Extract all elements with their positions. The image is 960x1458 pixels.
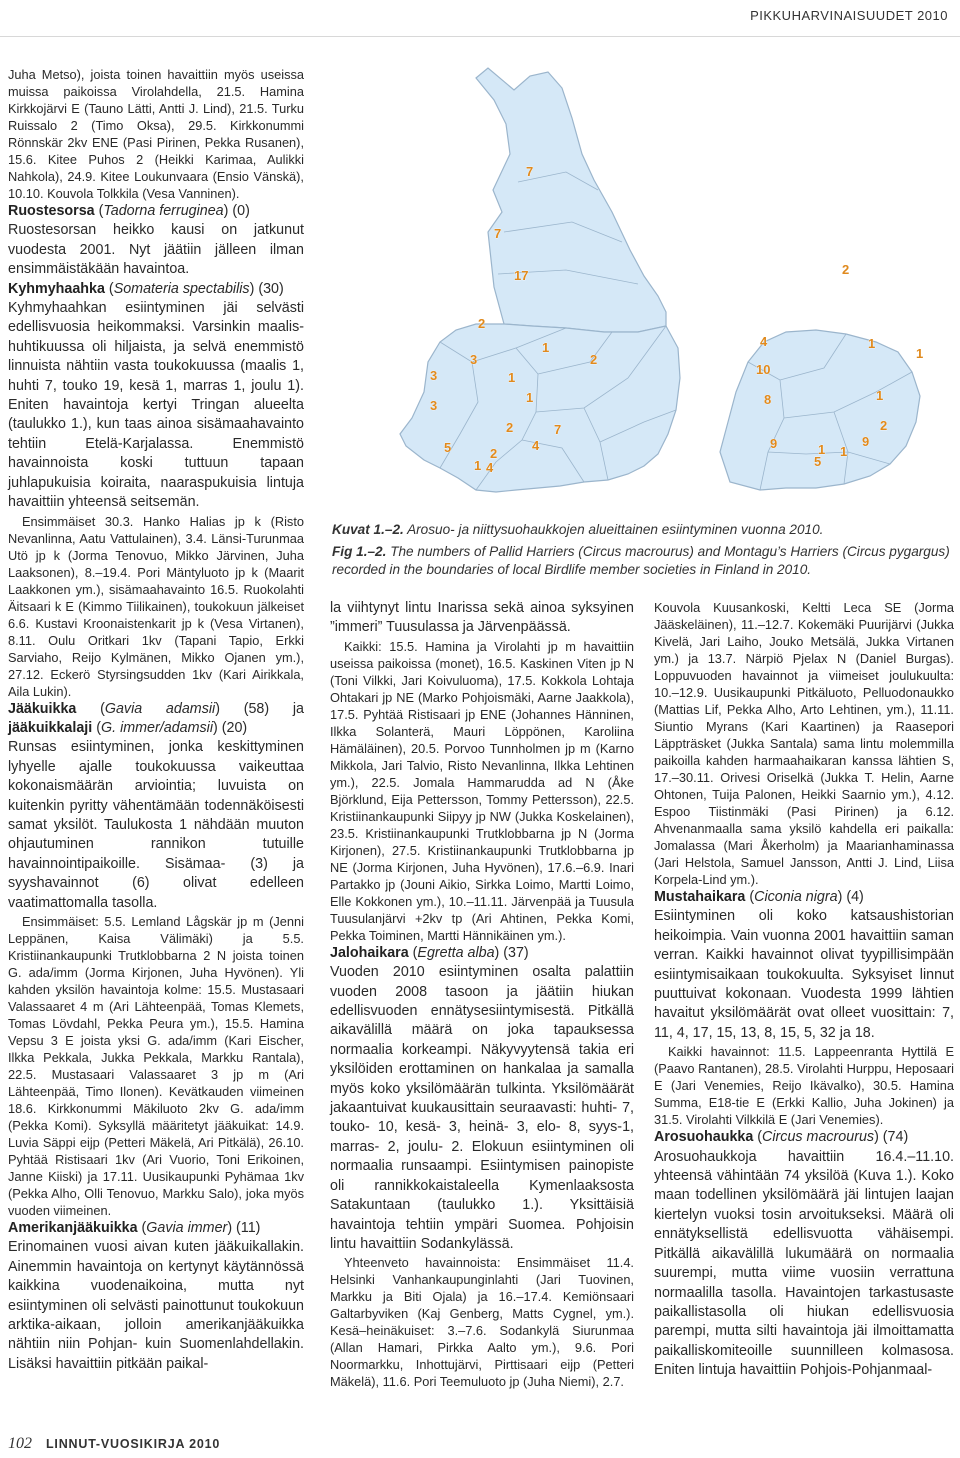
column-2 — [330, 599, 634, 1390]
species-name: Arosuohaukka — [654, 1129, 754, 1146]
species-heading-jalohaikara: Jalohaikara (Egretta alba) (37) — [330, 944, 529, 961]
map-count: 5 — [444, 440, 452, 455]
species-name: Mustahaikara — [654, 889, 746, 905]
jalohaikara-records-continued: Kouvola Kuusankoski, Keltti Leca SE (Jorma Jääskeläinen), 11.–12.7. Kokemäki Puurijärvi (Jukka Kivelä, Jari Laiho, Jouko Metsälä, Jukka Virtanen ym.) ja 13.7. Närpiö Pjelax N (Daniel Burgas). Loppuvuoden havainnot ja viimeiset joulukuulta: 10.–12.9. Uusikaupunki Pitkäluoto, Pelluodonaukko (Mattias Lif, Pekka Alho, Arto Lehtinen, ym.), 11.11. Siuntio Myrans (Kari Kaartinen) ja Raasepori Läppträsket (Jukka Santala) sama lintu molemmilla paikoilla kahden harmaahaikaran kanssa lähtien S, 17.–30.11. Orivesi Oriselkä (Jukka T. Helin, Aarne Ohtonen, Tuija Palonen, Heikki Saarnio ym.), 4.12. Espoo Tiistinmäki (Pasi Pirinen) ja 6.12. Ahvenanmaalla sama yksilö kahdella eri paikalla: Jomalassa (Mari Åkerholm) ja Maarianhaminassa (Jari Helstola, Samuel Jansson, Antti J. Lind, Liisa Korpela-Lind ym.). — [654, 600, 954, 887]
map-count: 2 — [880, 418, 888, 433]
publication-name: LINNUT-VUOSIKIRJA 2010 — [46, 1437, 221, 1451]
species-count: (11) — [236, 1219, 261, 1236]
caption-english — [332, 543, 952, 579]
species-count: (37) — [503, 944, 529, 961]
amerikanjaakuikka-body-continued: la viihtynyt lintu Inarissa sekä ainoa syksyinen ”immeri” Tuusulassa ja Järvenpäässä. — [330, 600, 634, 636]
species-heading-mustahaikara: Mustahaikara (Ciconia nigra) (4) — [654, 889, 864, 905]
map-count: 1 — [868, 336, 876, 351]
map-count: 7 — [526, 164, 534, 179]
figure-caption — [332, 521, 952, 579]
map-count: 17 — [514, 268, 529, 283]
species-latin: Gavia adamsii — [104, 700, 216, 717]
species-latin-2: G. immer/adamsii — [101, 719, 214, 736]
species-count: (30) — [258, 280, 284, 297]
species-count: (74) — [882, 1129, 909, 1146]
map-count: 7 — [494, 226, 502, 241]
map-count: 3 — [430, 368, 438, 383]
species-count: (0) — [232, 203, 250, 219]
map-count: 10 — [756, 362, 771, 377]
map-count: 2 — [590, 352, 598, 367]
species-latin: Gavia immer — [146, 1219, 228, 1236]
mustahaikara-body: Esiintyminen oli koko katsaushistorian heikoimpia. Vain vuonna 2001 havaittiin saman verran. Kaikki havainnot olivat tyypillisimpään esiintymisaikaan toukokuulta. Syksyiset linnut puuttuivat kokonaan. Vuodesta 1999 lähtien havaitut yksilömäärät ovat olleet vuosittain: 7, 11, 4, 17, 15, 13, 8, 15, 5, 32 ja 18. — [654, 908, 954, 1041]
species-name: Kyhmyhaahka — [8, 280, 105, 297]
ruostesorsa-body: Ruostesorsan heikko kausi on jatkunut vuodesta 2001. Nyt jäätiin jälleen ilman ensimmäistäkään havaintoa. — [8, 222, 304, 278]
jalohaikara-body: Vuoden 2010 esiintyminen osalta palattiin vuoden 2008 tasoon ja jäätiin hiukan edellisvuoden ennätysesiintymisestä. Pitkällä aikavälillä määrä on joka tapauksessa normaalia korkeampi. Näkyvyytensä takia eri yksilöiden erottaminen on hankalaa ja samalla myös koko yksilömäärän tulkinta. Yksilömäärät jakaantuivat kuukausittain seuraavasti: huhti- 7, touko- 10, kesä- 3, heinä- 3, elo- 8, syys-1, marras- 2, joulu- 2. Elokuun esiintyminen oli normaalia runsaampi. Esiintymisen painopiste oli rannikkokaistaleella Kymenlaaksosta Satakuntaan (taulukko 1.). Yksittäisiä havaintoja tehtiin ympäri Suomea. Pohjoisin lintu havaittiin Sodankylässä. — [330, 964, 634, 1252]
species-count: (4) — [846, 889, 864, 905]
caption-en-label: Fig 1.–2. — [332, 544, 387, 559]
map-count: 2 — [506, 420, 514, 435]
column-1 — [8, 66, 304, 1374]
jaakuikka-body: Runsas esiintyminen, jonka keskittyminen lyhyelle ajalle toukokuussa vaikeuttaa kokonaismäärän arviointia; luvuista on kuitenkin pyritty vähentämään todennäköisesti samat yksilöt. Taulukosta 1 nähdään muuton ohjautuminen rannikon tutuille havainnointipaikoille. Sisämaa- (3) ja syyshavainnot (6) olivat edelleen vaatimattomalla tasolla. — [8, 739, 304, 911]
intro-paragraph: Juha Metso), joista toinen havaittiin myös useissa muissa paikoissa Virolahdella, 21.5. Hamina Kirkkojärvi E (Tauno Lätti, Antti J. Lind), 21.5. Turku Ruissalo 2 (Timo Oksa), 29.5. Kirkkonummi Rönnskär 2kv ENE (Pasi Pirinen, Pekka Rusanen), 15.6. Kitee Puhos 2 (Heikki Karimaa, Aulikki Nahkola), 24.9. Kitee Loukunvaara (Ensio Vänskä), 10.10. Kouvola Tolkkila (Vesa Vanninen). — [8, 67, 304, 201]
page-number: 102 — [8, 1435, 32, 1452]
species-heading-kyhmyhaahka: Kyhmyhaahka (Somateria spectabilis) (30) — [8, 280, 284, 297]
species-count: (58) — [243, 700, 270, 717]
species-name: Jalohaikara — [330, 944, 409, 961]
map-count: 2 — [842, 262, 850, 277]
caption-finnish — [332, 521, 952, 539]
map-count: 4 — [760, 334, 768, 349]
caption-fi-text: Arosuo- ja niittysuohaukkojen alueittainen esiintyminen vuonna 2010. — [407, 522, 824, 537]
species-latin: Somateria spectabilis — [113, 280, 250, 297]
species-name: Jääkuikka — [8, 700, 77, 717]
map-count: 2 — [490, 446, 498, 461]
caption-en-text: The numbers of Pallid Harriers (Circus macrourus) and Montagu’s Harriers (Circus pygargus) recorded in the boundaries of local Birdlife member societies in Finland in 2010. — [332, 544, 950, 577]
species-latin: Circus macrourus — [762, 1129, 875, 1146]
species-count-2: (20) — [221, 719, 248, 736]
species-latin: Tadorna ferruginea — [103, 203, 224, 219]
map-count: 1 — [542, 340, 550, 355]
map-count: 2 — [478, 316, 486, 331]
mustahaikara-records: Kaikki havainnot: 11.5. Lappeenranta Hyttilä E (Paavo Rantanen), 28.5. Virolahti Hurppu, Heposaari E (Jari Venemies, Reijo Ikävalko), 30.5. Hamina Summa, E18-tie E (Erkki Kallio, Juha Jokinen) ja 31.5. Virolahti Vilkkilä E (Jari Venemies). — [654, 1044, 954, 1128]
lower-left-map — [400, 324, 680, 492]
map-count: 4 — [486, 460, 494, 475]
kyhmyhaahka-records: Ensimmäiset 30.3. Hanko Halias jp k (Risto Nevanlinna, Aatu Vattulainen), 3.4. Länsi-Turunmaa Utö jp k (Jorma Tenovuo, Mikko Järvinen, Juha Laaksonen), 8.–19.4. Pori Mäntyluoto jp k (Maarit Laakkonen ym.), sisämaahavainto 16.5. Ruokolahti Äitsaari k E (Kimmo Tiilikainen), toukokuun jälkeiset 6.6. Kustavi Kroonaistenkarit jp k (Vesa Virtanen), 8.11. Oulu Oritkari 1kv (Tapani Tapio, Erkki Sarviaho, Reijo Kylmänen, Mikko Ojanen ym.), 27.12. Eckerö Styrsingsudden 1kv (Kari Airikkala, Aila Lukin). — [8, 513, 304, 699]
species-name-2: jääkuikkalaji — [8, 719, 93, 736]
species-heading-jaakuikka: Jääkuikka (Gavia adamsii) (58) ja jääkuikkalaji (G. immer/adamsii) (20) — [8, 700, 304, 736]
map-count: 9 — [862, 434, 870, 449]
species-latin: Egretta alba — [417, 944, 495, 961]
column-3 — [654, 599, 954, 1381]
map-count: 1 — [840, 444, 848, 459]
jalohaikara-records: Yhteenveto havainnoista: Ensimmäiset 11.4. Helsinki Vanhankaupunginlahti (Jari Tuovinen, Markku ja Biti Ojala) ja 16.–17.4. Kemiönsaari Galtarbyviken (Kaj Genberg, Matts Cygnel, ym.). Kesä–heinäkuiset: 3.–7.6. Sodankylä Siurunmaa (Allan Hamari, Pirkka Aalto ym.), 9.6. Pori Noormarkku, Inhottujärvi, Pirttisaari eijp (Petteri Mäkelä), 11.6. Pori Teemuluoto jp (Juha Niemi), 2.7. — [330, 1255, 634, 1390]
species-heading-amerikanjaakuikka: Amerikanjääkuikka (Gavia immer) (11) — [8, 1219, 261, 1236]
species-heading-arosuohaukka: Arosuohaukka (Circus macrourus) (74) — [654, 1129, 909, 1146]
species-conjunction: ja — [292, 700, 304, 717]
upper-map-region — [476, 68, 666, 332]
map-count: 5 — [814, 454, 822, 469]
map-count: 9 — [770, 436, 778, 451]
map-count: 3 — [470, 352, 478, 367]
amerikanjaakuikka-records: Kaikki: 15.5. Hamina ja Virolahti jp m havaittiin useissa paikoissa (monet), 16.5. Kaskinen Viten jp N (Toni Vilkki, Jari Koivuluoma), 17.5. Kokkola Lohtaja Ohtakari jp NE (Marko Pohjoismäki, Aarne Jaakkola), 17.5. Pyhtää Ristisaari jp ENE (Johannes Hänninen, Ilkka Solanterä, Mauri Löppönen, Karoliina Hämäläinen), 20.5. Porvoo Tunnholmen jp m (Karno Mikkola, Jari Talvio, Risto Nevanlinna, Ilkka Lehtinen ym.), 22.5. Jomala Hammarudda ad N (Åke Björklund, Eija Pettersson, Tommy Pettersson), 22.5. Kristiinankaupunki Siipyy jp NW (Jukka Koskelainen), 23.5. Kristiinankaupunki Trutklobbarna jp N (Jorma Kirjonen), 27.5. Kristiinankaupunki Trutklobbarna jp NE (Jorma Kirjonen, Juha Hyvönen), 17.6.–6.9. Inari Partakko jp (Jouni Aikio, Sirkka Loimo, Martti Loimo, Elle Kokkonen ym.), 10.–11.11. Järvenpää ja Tuusula Tuusulanjärvi +2kv tp (Ari Ahtinen, Pekka Komi, Pekka Toiminen, Martti Hännikäinen ym.). — [330, 638, 634, 943]
arosuohaukka-body: Arosuohaukkoja havaittiin 16.4.–11.10. yhteensä vähintään 74 yksilöä (Kuva 1.). Koko maan todellinen yksilömäärä jäi lintujen laajan kiertelyn vuoksi tosin arvoitukseksi. Määrä oli ennätyksellistä edellisvuotta vähäisempi. Pitkällä aikavälillä lukumäärä on normaalia suurempi, mutta viime vuosiin verrattuna normaalilla tasolla. Havaintojen tarkastusaste paikallistasolla oli hiukan edellisvuosia parempi, mutta silti havaintoja jäi ilmoittamatta paikalliskomiteoille suunnilleen kolmasosa. Eniten lintuja havaittiin Pohjois-Pohjanmaal- — [654, 1148, 954, 1379]
map-count: 4 — [532, 438, 540, 453]
map-count: 8 — [764, 392, 772, 407]
caption-fi-label: Kuvat 1.–2. — [332, 522, 404, 537]
running-header: PIKKUHARVINAISUUDET 2010 — [750, 8, 948, 23]
map-count: 1 — [916, 346, 924, 361]
map-count: 3 — [430, 398, 438, 413]
species-latin: Ciconia nigra — [754, 889, 838, 905]
map-count: 1 — [474, 458, 482, 473]
header-rule — [0, 36, 960, 37]
finland-maps-svg — [376, 62, 956, 516]
harrier-maps-figure — [376, 62, 956, 516]
species-name: Ruostesorsa — [8, 203, 95, 219]
kyhmyhaahka-body: Kyhmyhaahkan esiintyminen jäi selvästi edellisvuosia heikommaksi. Varsinkin maalis-huhtikuussa oli hiljaista, ja selvä enemmistö linnuista nähtiin vasta toukokuussa (maalis 1, huhti 7, touko 19, kesä 1, marras 1, joulu 1). Eniten havaintoja kertyi Tringan alueelta (taulukko 1.), kun taas ainoa sisämaahavainto tehtiin Etelä-Karjalassa. Enemmistö havainnoista koski tuttuun tapaan juhlapukuisia koiraita, naaraspukuisia lintuja havaittiin yhteensä seitsemän. — [8, 300, 304, 511]
map-count: 1 — [818, 442, 826, 457]
map-count: 1 — [876, 388, 884, 403]
jaakuikka-records: Ensimmäiset: 5.5. Lemland Lågskär jp m (Jenni Leppänen, Kaisa Välimäki) ja 5.5. Kristiinankaupunki Trutklobbarna 2 N joista toinen G. ada/imm (Jorma Kirjonen, Juha Hyvönen). Yli kahden yksilön havaintoja kolme: 15.5. Mustasaari Valassaaret 4 m (Ari Lähteenpää, Tomas Klemets, Tomas Lövdahl, Pekka Peura ym.), 15.5. Hamina Vepsu 3 E joista yksi G. ada/imm (Kari Eischer, Ilkka Pekkala, Jukka Pekkala, Markku Rantala), 22.5. Mustasaari Valassaaret 3 jp m (Ari Lähteenpää, Timo Ilonen). Kevätkauden viimeinen 18.6. Kirkkonummi Mäkiluoto 2kv G. ada/imm (Pekka Komi). Syksyllä määritetyt jääkuikat: 14.9. Luvia Säppi eijp (Petteri Mäkelä, Ari Pitkälä), 26.10. Pyhtää Ristisaari 1kv (Ari Vuorio, Toni Erikoinen, Janne Kiiski) ja 17.11. Uusikaupunki Pyhämaa 1kv (Pekka Alho, Olli Tenovuo, Markku Salo), joka myös vuoden viimeinen. — [8, 913, 304, 1218]
species-name: Amerikanjääkuikka — [8, 1219, 138, 1236]
map-count: 1 — [526, 390, 534, 405]
map-count: 7 — [554, 422, 562, 437]
finland-map-full — [400, 68, 920, 492]
page-footer — [8, 1435, 220, 1453]
species-heading-ruostesorsa: Ruostesorsa (Tadorna ferruginea) (0) — [8, 203, 250, 219]
amerikanjaakuikka-body: Erinomainen vuosi aivan kuten jääkuikallakin. Ainemmin havaintoja on kertynyt käytännössä kaikkina vuodenaikoina, mutta nyt esiintyminen oli selvästi painottunut toukokuun arktika-aikaan, jolloin amerikanjääkuikka nähtiin niin Pohjan- kuin Suomenlahdellakin. Lisäksi havaittiin pitkään paikal- — [8, 1239, 304, 1372]
map-count: 1 — [508, 370, 516, 385]
